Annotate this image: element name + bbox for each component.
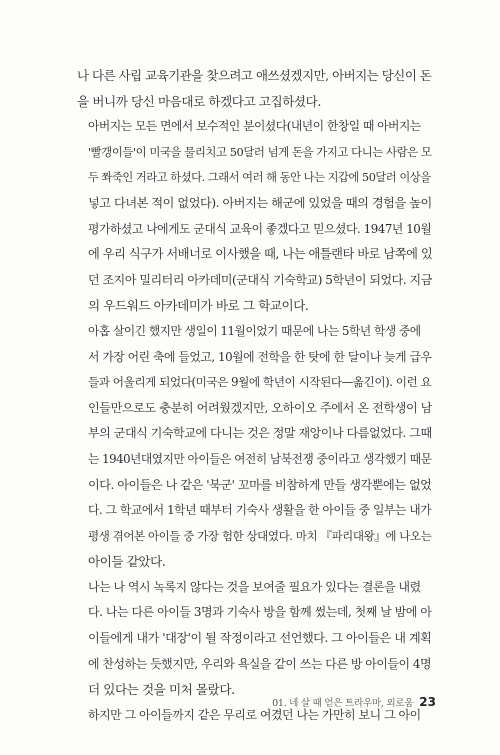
- text-line: 나 다른 사립 교육기관을 찾으려고 애쓰셨겠지만, 아버지는 당신이 돈: [77, 68, 432, 83]
- text-line: 을 버니까 당신 마음대로 하겠다고 고집하셨다.: [77, 93, 321, 109]
- text-line: 평가하셨고 나에게도 군대식 교육이 좋겠다고 믿으셨다. 1947년 10월: [88, 221, 432, 236]
- text-line: 의 우드워드 아카데미가 바로 그 학교이다.: [88, 298, 309, 314]
- text-line: 던 조지아 밀리터리 아카데미(군대식 기숙학교) 5학년이 되었다. 지금: [88, 272, 432, 287]
- text-line: 이들에게 내가 '대장'이 될 작정이라고 선언했다. 그 아이들은 내 계획: [88, 631, 432, 646]
- text-line: 아버지는 모든 면에서 보수적인 분이셨다(내년이 한창일 때 아버지는: [88, 119, 421, 134]
- paragraph: [77, 114, 432, 319]
- page-footer: [272, 695, 436, 715]
- text-line: 에 우리 식구가 서배너로 이사했을 때, 나는 애틀랜타 바로 남쪽에 있: [88, 247, 432, 262]
- paragraph: [77, 63, 432, 114]
- text-line: 아이들 같았다.: [88, 554, 166, 570]
- text-line: 에 찬성하는 듯했지만, 우리와 욕실을 같이 쓰는 다른 방 아이들이 4명: [88, 656, 432, 671]
- text-line: 는 1940년대였지만 아이들은 여전히 남북전쟁 중이라고 생각했기 때문: [88, 451, 432, 466]
- text-line: 평생 겪어본 아이들 중 가장 험한 상대였다. 마치 『파리대왕』에 나오는: [88, 528, 432, 543]
- text-line: 넣고 다녀본 적이 없었다). 아버지는 해군에 있었을 때의 경험을 높이: [88, 195, 432, 210]
- text-line: 이다. 아이들은 나 같은 '북군' 꼬마를 비참하게 만들 생각뿐에는 없었: [88, 477, 432, 492]
- running-head: 01. 네 살 때 얻은 트라우마, 외로움: [272, 698, 414, 709]
- paragraph: [77, 319, 432, 575]
- text-line: 인들만으로도 충분히 어려웠겠지만, 오하이오 주에서 온 전학생이 남: [88, 400, 432, 415]
- text-line: 서 가장 어린 축에 들었고, 10월에 전학을 한 탓에 한 달이나 늦게 급우: [88, 349, 432, 364]
- text-line: 다. 그 학교에서 1학년 때부터 기숙사 생활을 한 아이들 중 일부는 내가: [88, 503, 432, 518]
- text-line: '빨갱이들'이 미국을 물리치고 50달러 넘게 돈을 가지고 다니는 사람은 모: [88, 144, 432, 159]
- text-line: 아홉 살이긴 했지만 생일이 11월이었기 때문에 나는 5학년 학생 중에: [88, 323, 421, 338]
- text-line: 하지만 그 아이들까지 같은 무리로 여겼던 나는 가만히 보니 그 아이: [88, 707, 421, 722]
- text-line: 부의 군대식 기숙학교에 다니는 것은 정말 재앙이나 다름없었다. 그때: [88, 426, 432, 441]
- paragraph: [77, 575, 432, 703]
- text-line: 두 쫘죽인 거라고 하셨다. 그래서 여러 해 동안 나는 지갑에 50달러 이상을: [88, 171, 431, 185]
- body-text: [77, 63, 432, 728]
- text-line: 더 있다는 것을 미처 몰랐다.: [88, 682, 235, 698]
- text-line: 들과 어울리게 되었다(미국은 9월에 학년이 시작된다—옮긴이). 이런 요: [88, 375, 432, 390]
- page-number: 23: [419, 695, 436, 709]
- text-line: 나는 나 역시 녹록지 않다는 것을 보여줄 필요가 있다는 결론을 내렸: [88, 579, 421, 594]
- text-line: 다. 나는 다른 아이들 3명과 기숙사 방을 함께 썼는데, 첫째 날 밤에 아: [88, 605, 432, 620]
